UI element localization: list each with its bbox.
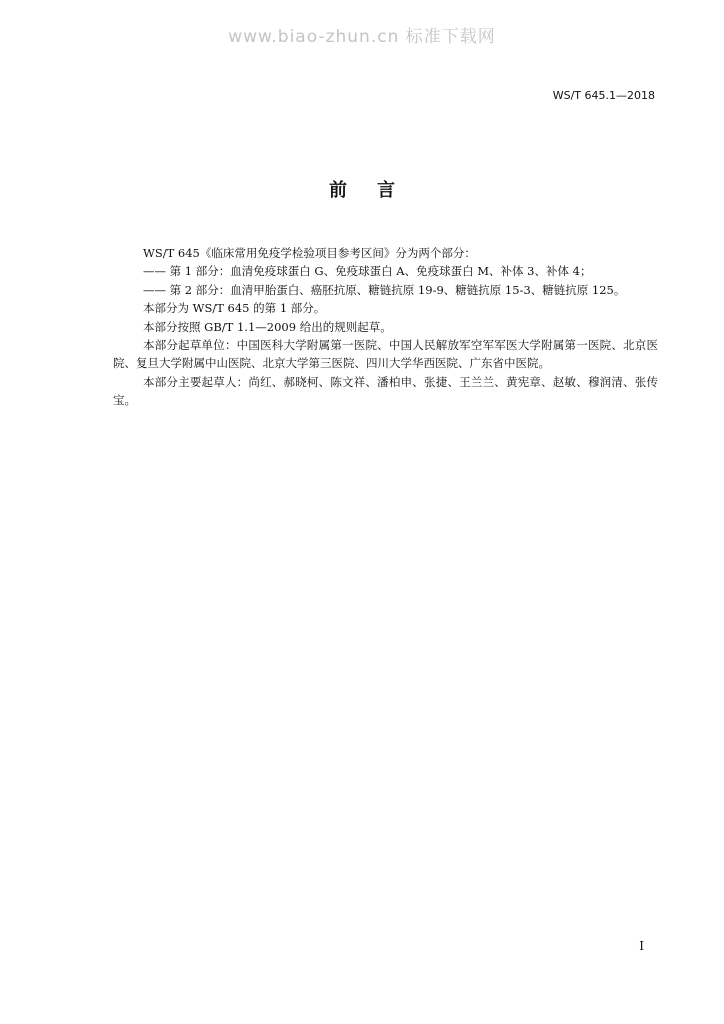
page-number: I bbox=[639, 939, 644, 953]
page-title: 前言 bbox=[329, 180, 425, 201]
paragraph-drafting-rules: 本部分按照 GB/T 1.1—2009 给出的规则起草。 bbox=[143, 319, 392, 334]
paragraph-intro: WS/T 645《临床常用免疫学检验项目参考区间》分为两个部分： bbox=[143, 246, 476, 260]
foreword-body bbox=[113, 244, 658, 410]
list-item-part-1: —— 第 1 部分：血清免疫球蛋白 G、免疫球蛋白 A、免疫球蛋白 M、补体 3、补体 4； bbox=[143, 264, 592, 279]
standard-code: WS/T 645.1—2018 bbox=[552, 89, 655, 102]
watermark: www.biao-zhun.cn 标准下载网 bbox=[228, 27, 496, 47]
list-item-part-2: —— 第 2 部分：血清甲胎蛋白、癌胚抗原、糖链抗原 19-9、糖链抗原 15-3、糖链抗原 125。 bbox=[143, 282, 626, 297]
paragraph-part-statement: 本部分为 WS/T 645 的第 1 部分。 bbox=[143, 301, 326, 316]
paragraph-drafting-units: 本部分起草单位：中国医科大学附属第一医院、中国人民解放军空军军医大学附属第一医院、北京医院、复旦大学附属中山医院、北京大学第三医院、四川大学华西医院、广东省中医院。 bbox=[113, 338, 658, 371]
paragraph-drafters: 本部分主要起草人：尚红、郝晓柯、陈文祥、潘柏申、张捷、王兰兰、黄宪章、赵敏、穆润清、张传宝。 bbox=[113, 374, 658, 408]
